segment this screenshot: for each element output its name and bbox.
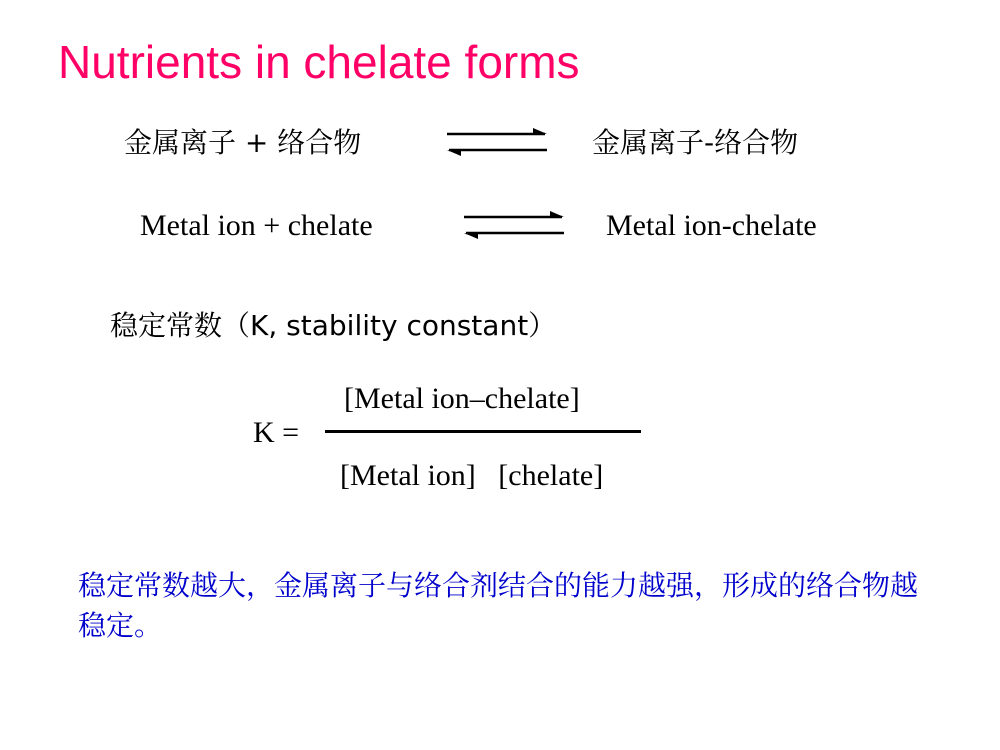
- equilibrium-arrow-icon: [445, 125, 549, 159]
- formula-denominator: [Metal ion] [chelate]: [340, 459, 604, 492]
- reaction-en-right: Metal ion-chelate: [606, 209, 817, 242]
- formula-numerator: [Metal ion–chelate]: [344, 382, 580, 415]
- conclusion-note: 稳定常数越大，金属离子与络合剂结合的能力越强，形成的络合物越稳定。: [78, 569, 919, 642]
- slide-title: Nutrients in chelate forms: [58, 36, 580, 88]
- reaction-cn-left: 金属离子 + 络合物: [124, 126, 362, 159]
- equilibrium-arrow-icon: [462, 208, 566, 242]
- formula-lhs: K =: [253, 416, 300, 449]
- fraction-bar: [325, 430, 641, 433]
- reaction-en-left: Metal ion + chelate: [140, 209, 373, 242]
- reaction-cn-right: 金属离子-络合物: [592, 126, 799, 159]
- stability-constant-heading: 稳定常数（K, stability constant）: [110, 309, 557, 342]
